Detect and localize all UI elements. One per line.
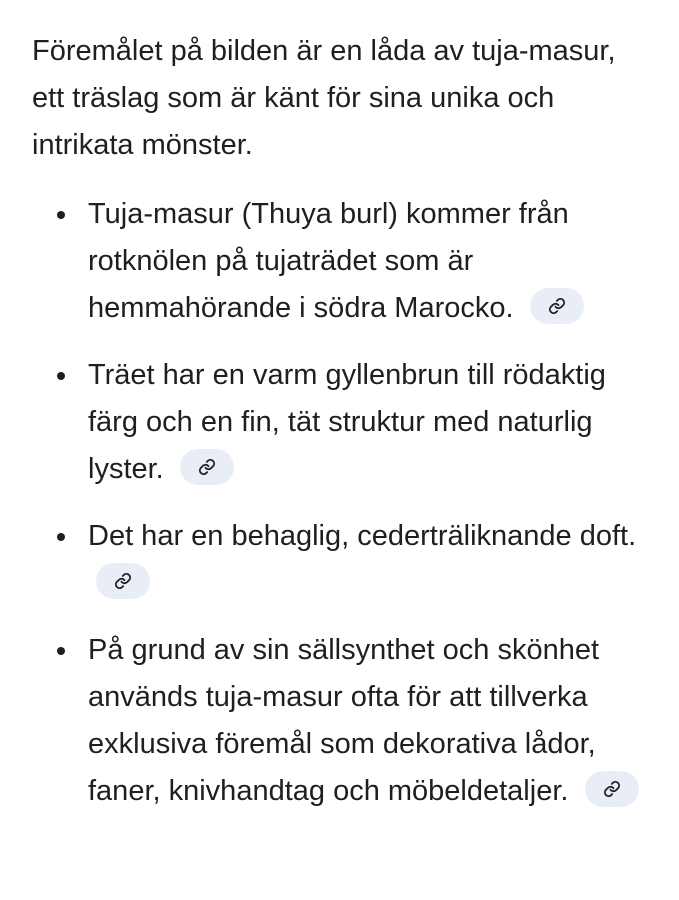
- bullet-dot: [57, 533, 65, 541]
- link-icon: [114, 572, 132, 590]
- bullet-dot: [57, 211, 65, 219]
- intro-paragraph: Föremålet på bilden är en låda av tuja-masur, ett träslag som är känt för sina unika och intrikata mönster.: [32, 35, 616, 161]
- link-icon: [603, 780, 621, 798]
- bullet-dot: [57, 372, 65, 380]
- list-item: [32, 627, 642, 815]
- source-link-button[interactable]: [530, 288, 584, 324]
- source-link-button[interactable]: [180, 449, 234, 485]
- list-item-text: Träet har en varm gyllenbrun till rödaktig färg och en fin, tät struktur med naturlig lyster.: [88, 359, 606, 485]
- source-link-button[interactable]: [585, 771, 639, 807]
- link-icon: [198, 458, 216, 476]
- bullet-list: [32, 191, 642, 815]
- source-link-button[interactable]: [96, 563, 150, 599]
- list-item: [32, 191, 642, 332]
- list-item-text: Det har en behaglig, cederträliknande doft.: [88, 520, 637, 552]
- response-content: [32, 28, 642, 835]
- link-icon: [548, 297, 566, 315]
- list-item-text: På grund av sin sällsynthet och skönhet används tuja-masur ofta för att tillverka exklusiva föremål som dekorativa lådor, faner, knivhandtag och möbeldetaljer.: [88, 634, 600, 807]
- list-item-text: Tuja-masur (Thuya burl) kommer från rotknölen på tujaträdet som är hemmahörande i södra Marocko.: [88, 198, 569, 324]
- list-item: [32, 513, 642, 607]
- bullet-dot: [57, 647, 65, 655]
- list-item: [32, 352, 642, 493]
